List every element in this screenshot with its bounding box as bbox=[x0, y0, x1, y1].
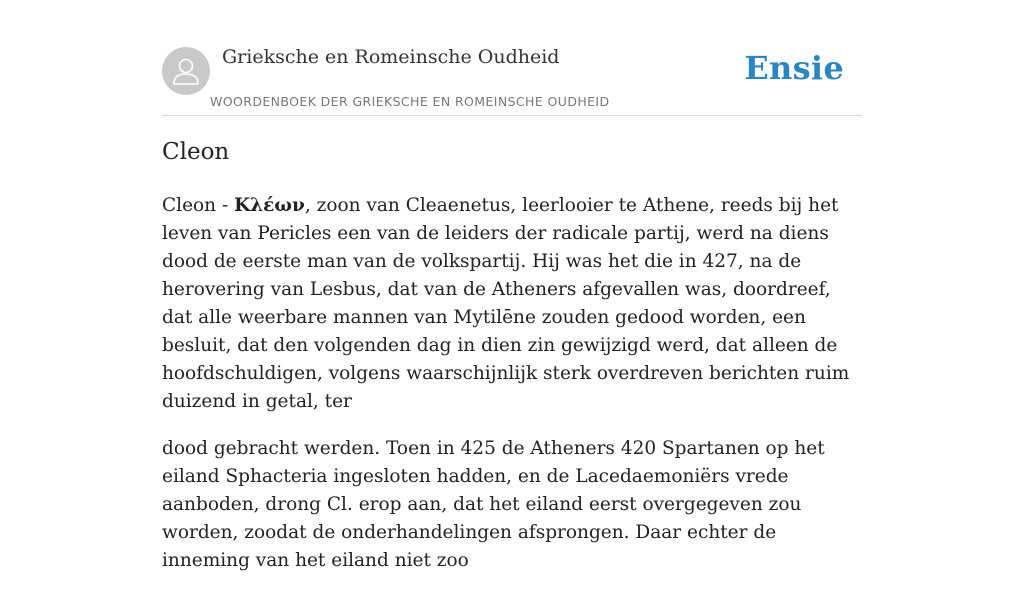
entry-lead: Cleon - bbox=[162, 195, 235, 216]
entry-headword: Cleon bbox=[162, 139, 230, 165]
source-subtitle: WOORDENBOEK DER GRIEKSCHE EN ROMEINSCHE OUDHEID bbox=[210, 94, 610, 109]
entry-text: , zoon van Cleaenetus, leerlooier te Athene, reeds bij het leven van Pericles een van de leiders der radicale partij, werd na diens dood de eerste man van de volkspartij. Hij was het die in 427, na de herovering van Lesbus, dat van de Atheners afgevallen was, doordreef, dat alle weerbare mannen van Mytilēne zouden gedood worden, een besluit, dat den volgenden dag in dien zin gewijzigd werd, dat alleen de hoofdschuldigen, volgens waarschijnlijk sterk overdreven berichten ruim duizend in getal, ter bbox=[162, 195, 850, 412]
entry-paragraph: dood gebracht werden. Toen in 425 de Atheners 420 Spartanen op het eiland Sphacteria ingesloten hadden, en de Lacedaemoniërs vrede aanboden, drong Cl. erop aan, dat het eiland eerst overgegeven zou worden, zoodat de onderhandelingen afsprongen. Daar echter de inneming van het eiland niet zoo bbox=[162, 438, 825, 571]
entry-body bbox=[162, 192, 862, 594]
user-silhouette-icon[interactable] bbox=[162, 47, 210, 95]
source-header bbox=[162, 40, 862, 116]
source-title[interactable]: Grieksche en Romeinsche Oudheid bbox=[222, 46, 560, 68]
brand-logo[interactable]: Ensie bbox=[744, 49, 844, 87]
entry-paragraph bbox=[162, 192, 862, 416]
greek-name: Κλέων bbox=[234, 195, 305, 216]
